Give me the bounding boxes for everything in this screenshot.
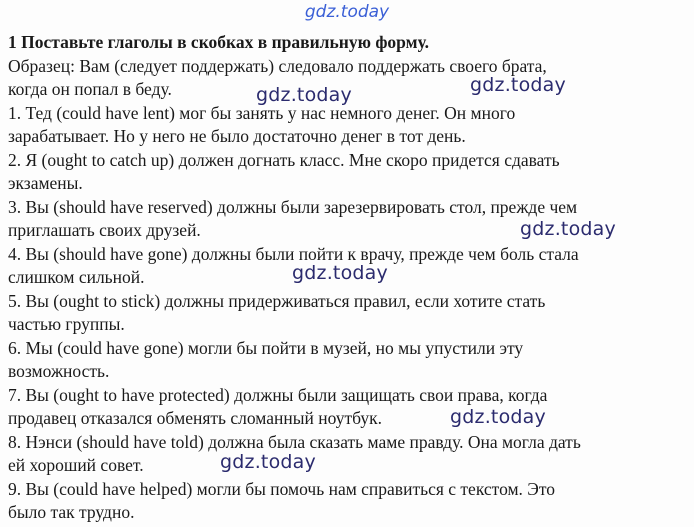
watermark: gdz.today: [470, 74, 566, 96]
text-line: 5. Вы (ought to stick) должны придерживаться правил, если хотите стать: [8, 290, 546, 311]
watermark: gdz.today: [520, 218, 616, 240]
text-line: приглашать своих друзей.: [8, 220, 201, 240]
header-watermark: gdz.today: [304, 2, 390, 22]
text-line: 1. Тед (could have lent) мог бы занять у нас немного денег. Он много: [8, 102, 516, 123]
text-line: 2. Я (ought to catch up) должен догнать класс. Мне скоро придется сдавать: [8, 149, 560, 170]
watermark: gdz.today: [292, 262, 388, 284]
text-line: слишком сильной.: [8, 267, 145, 287]
text-line: возможность.: [8, 361, 110, 381]
text-line: 9. Вы (could have helped) могли бы помочь нам справиться с текстом. Это: [8, 478, 556, 499]
text-line: Образец: Вам (следует поддержать) следовало поддержать своего брата,: [8, 55, 547, 76]
text-line: экзамены.: [8, 173, 83, 193]
exercise-heading: 1 Поставьте глаголы в скобках в правильную форму.: [8, 32, 429, 52]
watermark: gdz.today: [220, 451, 316, 473]
text-line: зарабатывает. Но у него не было достаточно денег в тот день.: [8, 126, 466, 146]
text-line: когда он попал в беду.: [8, 79, 172, 99]
text-line: 3. Вы (should have reserved) должны были зарезервировать стол, прежде чем: [8, 196, 578, 217]
text-line: 8. Нэнси (should have told) должна была сказать маме правду. Она могла дать: [8, 431, 581, 452]
text-line: продавец отказался обменять сломанный ноутбук.: [8, 408, 382, 428]
watermark: gdz.today: [256, 84, 352, 106]
text-line: ей хороший совет.: [8, 455, 144, 475]
text-line: 6. Мы (could have gone) могли бы пойти в музей, но мы упустили эту: [8, 337, 524, 358]
text-line: 7. Вы (ought to have protected) должны были защищать свои права, когда: [8, 384, 548, 405]
text-line: было так трудно.: [8, 502, 135, 522]
text-line: частью группы.: [8, 314, 125, 334]
watermark: gdz.today: [450, 406, 546, 428]
text-line: 4. Вы (should have gone) должны были пойти к врачу, прежде чем боль стала: [8, 243, 579, 264]
